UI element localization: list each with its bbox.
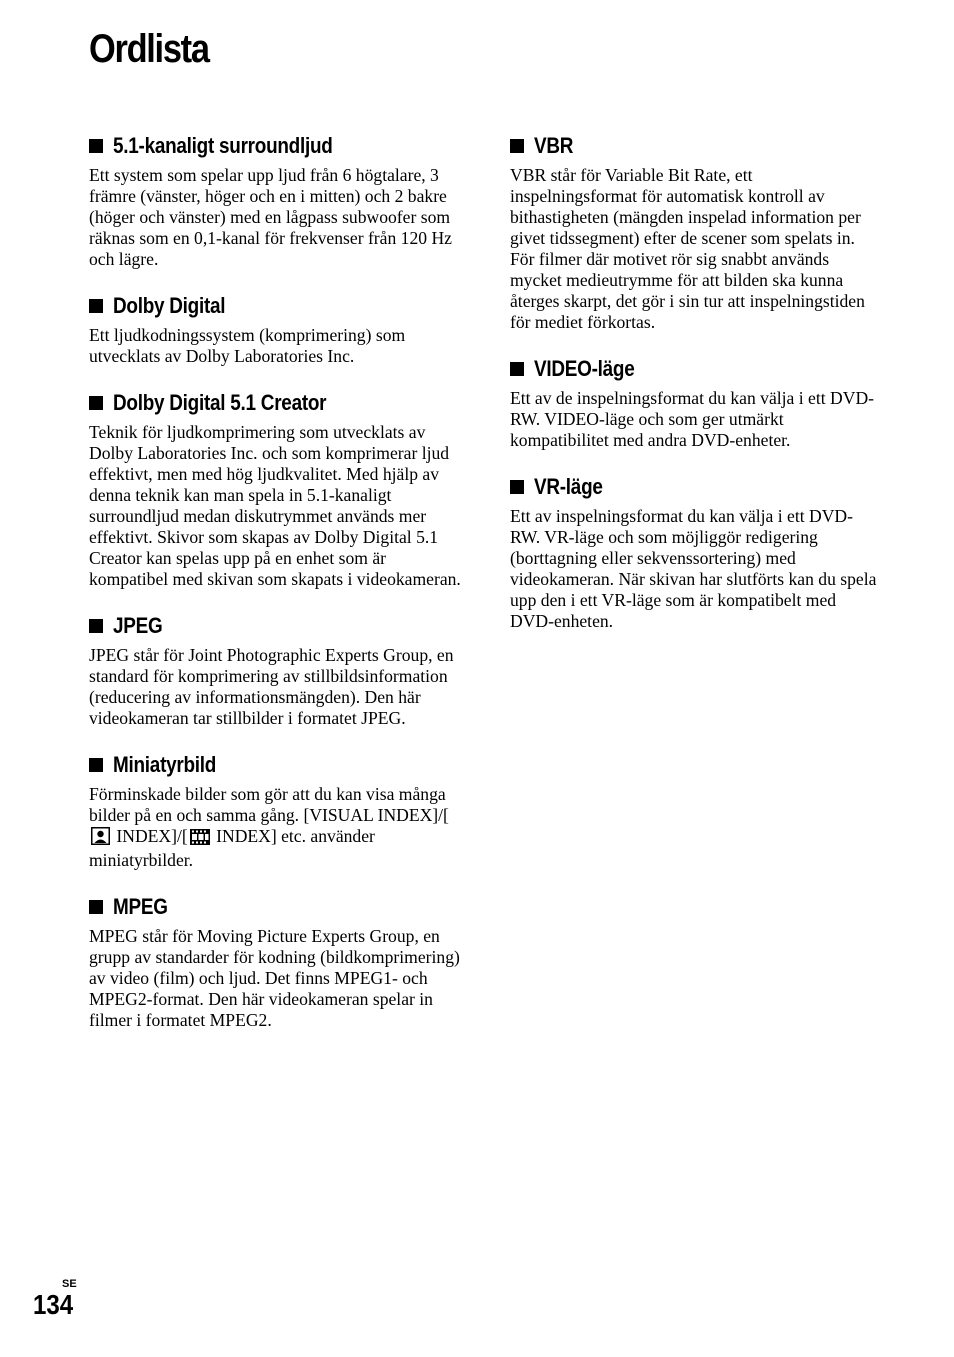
glossary-entry-mpeg: [89, 894, 461, 1031]
entry-definition: VBR står för Variable Bit Rate, ett inspelningsformat för automatisk kontroll av bithastigheten (mängden inspelad information per givet tidssegment) efter de scener som spelats in. För filmer där motivet rör sig snabbt används mycket medieutrymme för att bilden ska kunna återges skarpt, det gör i sin tur att inspelningstiden för mediet förkortas.: [510, 165, 865, 332]
definition-text-part: INDEX]/[: [112, 826, 188, 846]
entry-heading-text: JPEG: [113, 613, 163, 638]
entry-definition: JPEG står för Joint Photographic Experts Group, en standard för komprimering av stillbildsinformation (reducering av informationsmängden). Den här videokameran tar stillbilder i formatet JPEG.: [89, 645, 454, 728]
square-bullet-icon: [89, 299, 103, 313]
entry-heading-text: Miniatyrbild: [113, 752, 217, 777]
entry-definition: Teknik för ljudkomprimering som utvecklats av Dolby Laboratories Inc. och som komprimerar ljud effektivt, men med hög ljudkvalitet. Med hjälp av denna teknik kan man spela in 5.1-kanaligt surroundljud medan diskutrymmet används mer effektivt. Skivor som skapas av Dolby Digital 5.1 Creator kan spelas upp på en enhet som är kompatibel med skivan som skapats i videokameran.: [89, 422, 461, 589]
entry-heading-text: VR-läge: [534, 474, 603, 499]
square-bullet-icon: [89, 619, 103, 633]
entry-heading: [510, 133, 882, 159]
square-bullet-icon: [89, 900, 103, 914]
definition-text-part: Förminskade bilder som gör att du kan visa många bilder på en och samma gång. [VISUAL INDEX]/[: [89, 784, 449, 825]
glossary-entry-video-mode: [510, 356, 882, 451]
entry-definition: Ett ljudkodningssystem (komprimering) som utvecklats av Dolby Laboratories Inc.: [89, 325, 406, 366]
entry-definition: MPEG står för Moving Picture Experts Group, en grupp av standarder för kodning (bildkomprimering) av video (film) och ljud. Det finns MPEG1- och MPEG2-format. Den här videokameran spelar in filmer i formatet MPEG2.: [89, 926, 460, 1030]
entry-heading-text: VIDEO-läge: [534, 356, 635, 381]
entry-heading-text: MPEG: [113, 894, 168, 919]
entry-heading-text: 5.1-kanaligt surroundljud: [113, 133, 333, 158]
glossary-entry-5-1-surround: [89, 133, 461, 270]
right-column: [510, 133, 882, 655]
glossary-entry-miniatyrbild: [89, 752, 461, 871]
entry-heading-text: VBR: [534, 133, 574, 158]
entry-heading: [510, 356, 882, 382]
square-bullet-icon: [510, 362, 524, 376]
entry-heading: [89, 894, 461, 920]
glossary-entry-dolby-digital: [89, 293, 461, 367]
entry-heading-text: Dolby Digital: [113, 293, 226, 318]
glossary-entry-jpeg: [89, 613, 461, 729]
glossary-entry-vr-mode: [510, 474, 882, 632]
entry-heading-text: Dolby Digital 5.1 Creator: [113, 390, 327, 415]
square-bullet-icon: [510, 139, 524, 153]
definition-text-part: INDEX] etc. använder miniatyrbilder.: [89, 826, 375, 870]
glossary-entry-dolby-digital-creator: [89, 390, 461, 590]
page-title: Ordlista: [89, 27, 209, 71]
entry-heading: [89, 752, 461, 778]
square-bullet-icon: [89, 396, 103, 410]
entry-heading: [89, 293, 461, 319]
entry-heading: [89, 390, 461, 416]
language-code: SE: [62, 1278, 77, 1290]
entry-definition: Ett av de inspelningsformat du kan välja i ett DVD-RW. VIDEO-läge och som ger utmärkt kompatibilitet med andra DVD-enheter.: [510, 388, 875, 450]
page-number: 134: [33, 1289, 74, 1320]
page-footer: [33, 1278, 80, 1320]
entry-definition: [89, 784, 461, 871]
entry-heading: [89, 133, 461, 159]
film-roll-index-icon: [190, 829, 210, 850]
entry-heading: [89, 613, 461, 639]
square-bullet-icon: [89, 758, 103, 772]
entry-definition: Ett system som spelar upp ljud från 6 högtalare, 3 främre (vänster, höger och en i mitten) och 2 bakre (höger och vänster) med en lågpass subwoofer som räknas som en 0,1-kanal för frekvenser från 120 Hz och lägre.: [89, 165, 452, 269]
face-index-icon: [91, 827, 110, 850]
glossary-entry-vbr: [510, 133, 882, 333]
square-bullet-icon: [89, 139, 103, 153]
square-bullet-icon: [510, 480, 524, 494]
entry-definition: Ett av inspelningsformat du kan välja i ett DVD-RW. VR-läge och som möjliggör redigering (borttagning eller sekvenssortering) med videokameran. När skivan har slutförts kan du spela upp den i ett VR-läge som är kompatibelt med DVD-enheten.: [510, 506, 877, 631]
left-column: [89, 133, 461, 1054]
entry-heading: [510, 474, 882, 500]
